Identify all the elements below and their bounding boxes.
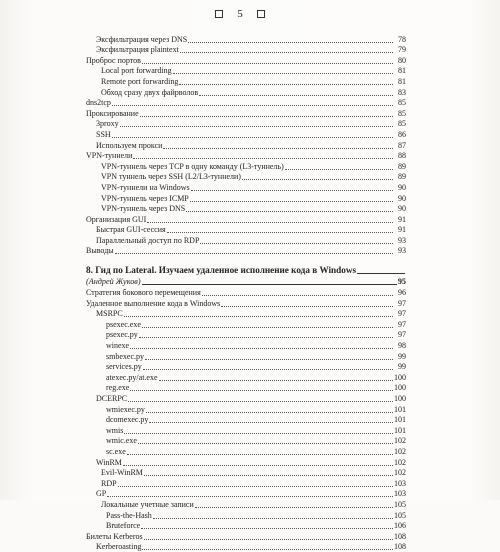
toc-leader-dots — [191, 190, 393, 191]
chapter-page-number: 95 — [397, 277, 406, 287]
toc-entry-title: psexec.exe — [106, 319, 141, 329]
toc-entry-page: 97 — [398, 309, 406, 319]
toc-entry[interactable] — [86, 34, 406, 45]
toc-entry-page: 91 — [398, 214, 406, 224]
toc-entry-page: 103 — [394, 489, 406, 499]
toc-entry-title: Pass-the-Hash — [106, 510, 152, 520]
toc-entry[interactable] — [86, 87, 406, 98]
toc-entry-page: 105 — [394, 499, 406, 509]
toc-entry-page: 97 — [398, 330, 406, 340]
toc-entry-title: Используем прокси — [96, 140, 163, 150]
toc-leader-dots — [112, 137, 393, 138]
toc-entry-page: 81 — [398, 66, 406, 76]
toc-leader-dots — [118, 486, 393, 487]
toc-entry[interactable] — [86, 340, 406, 351]
header-square-right-icon — [257, 10, 265, 18]
toc-entry-title: dcomexec.py — [106, 415, 149, 425]
toc-entry-page: 98 — [398, 341, 406, 351]
toc-entry-page: 88 — [398, 151, 406, 161]
toc-entry[interactable] — [86, 287, 406, 298]
toc-entry-page: 85 — [398, 119, 406, 129]
toc-entry[interactable] — [86, 457, 406, 468]
toc-leader-dots — [180, 52, 393, 53]
toc-entry[interactable] — [86, 489, 406, 500]
toc-entry-page: 93 — [398, 246, 406, 256]
toc-entry[interactable] — [86, 446, 406, 457]
toc-leader-dots — [130, 390, 393, 391]
toc-entry-page: 90 — [398, 204, 406, 214]
header-square-left-icon — [215, 10, 223, 18]
toc-entry[interactable] — [86, 66, 406, 77]
toc-entry-title: Удаленное выполнение кода в Windows — [86, 298, 221, 308]
toc-leader-dots — [159, 380, 393, 381]
toc-entry[interactable] — [86, 330, 406, 341]
toc-leader-dots — [163, 148, 393, 149]
toc-entry-title: wmic.exe — [106, 436, 137, 446]
toc-entry-page: 106 — [394, 521, 406, 531]
toc-entry-title: Обход сразу двух файрволов — [101, 87, 199, 97]
toc-entry-page: 103 — [394, 478, 406, 488]
toc-entry[interactable] — [86, 161, 406, 172]
toc-entry-title: Kerberoasting — [96, 542, 142, 552]
toc-entry-title: atexec.py/at.exe — [106, 372, 158, 382]
toc-entry-title: Локальные учетные записи — [101, 499, 194, 509]
toc-entry[interactable] — [86, 235, 406, 246]
toc-leader-dots — [144, 475, 393, 476]
section-gap — [86, 256, 406, 264]
toc-entry[interactable] — [86, 246, 406, 257]
toc-entry-title: wmiexec.py — [106, 404, 145, 414]
toc-entry[interactable] — [86, 225, 406, 236]
toc-entry-title: Remote port forwarding — [101, 76, 179, 86]
toc-entry[interactable] — [86, 468, 406, 479]
toc-leader-dots — [199, 95, 393, 96]
toc-entry-title: VPN-туннель через ICMP — [101, 193, 189, 203]
toc-leader-dots — [149, 422, 393, 423]
toc-entry-title: smbexec.py — [106, 351, 144, 361]
toc-entry[interactable] — [86, 298, 406, 309]
author-leader — [142, 284, 397, 285]
toc-entry-page: 97 — [398, 319, 406, 329]
toc-entry-page: 101 — [394, 425, 406, 435]
toc-entry[interactable] — [86, 383, 406, 394]
toc-entry-page: 101 — [394, 404, 406, 414]
toc-leader-dots — [139, 337, 393, 338]
toc-entry-title: services.py — [106, 362, 142, 372]
toc-entry-page: 89 — [398, 172, 406, 182]
toc-entry-title: dns2tcp — [86, 98, 111, 108]
toc-entry-page: 100 — [394, 383, 406, 393]
toc-entry[interactable] — [86, 55, 406, 66]
toc-leader-dots — [124, 316, 393, 317]
toc-entry-page: 79 — [398, 45, 406, 55]
toc-leader-dots — [138, 443, 393, 444]
toc-entry-title: Стратегия бокового перемещения — [86, 288, 201, 298]
toc-entry[interactable] — [86, 499, 406, 510]
toc-entry[interactable] — [86, 319, 406, 330]
toc-leader-dots — [123, 465, 393, 466]
toc-entry[interactable] — [86, 351, 406, 362]
toc-entry[interactable] — [86, 372, 406, 383]
toc-leader-dots — [242, 179, 393, 180]
toc-entry-title: VPN-туннели на Windows — [101, 182, 190, 192]
toc-entry-page: 80 — [398, 55, 406, 65]
toc-entry-title: Организация GUI — [86, 214, 147, 224]
toc-entry-page: 102 — [394, 457, 406, 467]
toc-entry-page: 105 — [394, 510, 406, 520]
toc-entry-title: RDP — [101, 478, 117, 488]
chapter-leader — [357, 273, 405, 274]
table-of-contents — [86, 34, 406, 552]
toc-entry[interactable] — [86, 362, 406, 373]
toc-entry-page: 83 — [398, 87, 406, 97]
toc-entry-page: 93 — [398, 235, 406, 245]
toc-leader-dots — [186, 211, 393, 212]
toc-entry-page: 108 — [394, 531, 406, 541]
toc-entry[interactable] — [86, 45, 406, 56]
toc-leader-dots — [112, 105, 393, 106]
toc-entry[interactable] — [86, 193, 406, 204]
toc-entry-page: 101 — [394, 415, 406, 425]
toc-leader-dots — [285, 169, 393, 170]
toc-entry-title: sc.exe — [106, 446, 126, 456]
toc-leader-dots — [107, 496, 393, 497]
chapter-title: 8. Гид по Lateral. Изучаем удаленное исполнение кода в Windows — [86, 265, 357, 276]
toc-leader-dots — [127, 454, 393, 455]
toc-entry-page: 91 — [398, 225, 406, 235]
toc-leader-dots — [153, 518, 393, 519]
toc-entry[interactable] — [86, 108, 406, 119]
toc-entry-title: Параллельный доступ по RDP — [96, 235, 200, 245]
toc-entry-title: Выводы — [86, 246, 114, 256]
toc-entry-title: SSH — [96, 129, 111, 139]
toc-entry[interactable] — [86, 140, 406, 151]
toc-leader-dots — [142, 63, 393, 64]
toc-section-top — [86, 34, 406, 256]
toc-entry-title: GP — [96, 489, 107, 499]
toc-entry-page: 85 — [398, 98, 406, 108]
toc-entry[interactable] — [86, 393, 406, 404]
toc-entry[interactable] — [86, 425, 406, 436]
toc-entry-page: 90 — [398, 193, 406, 203]
toc-entry-page: 85 — [398, 108, 406, 118]
toc-entry-page: 102 — [394, 468, 406, 478]
toc-entry[interactable] — [86, 214, 406, 225]
toc-entry[interactable] — [86, 510, 406, 521]
toc-entry[interactable] — [86, 436, 406, 447]
toc-entry-page: 96 — [398, 288, 406, 298]
toc-entry-title: Проброс портов — [86, 55, 141, 65]
toc-entry-title: Билеты Kerberos — [86, 531, 143, 541]
toc-entry-title: reg.exe — [106, 383, 130, 393]
toc-leader-dots — [188, 42, 393, 43]
toc-entry[interactable] — [86, 309, 406, 320]
toc-entry-title: DCERPC — [96, 394, 128, 403]
toc-leader-dots — [179, 84, 393, 85]
toc-entry-title: VPN-туннель через DNS — [101, 204, 186, 214]
toc-leader-dots — [115, 253, 393, 254]
toc-leader-dots — [120, 126, 393, 127]
toc-entry-page: 100 — [394, 394, 406, 403]
toc-entry[interactable] — [86, 172, 406, 183]
toc-entry[interactable] — [86, 531, 406, 542]
toc-leader-dots — [190, 201, 393, 202]
toc-entry-title: VPN туннель через SSH (L2/L3-туннели) — [101, 172, 241, 182]
toc-entry[interactable] — [86, 521, 406, 532]
toc-entry-title: Bruteforce — [106, 521, 141, 531]
toc-leader-dots — [202, 295, 393, 296]
toc-entry-title: VPN-туннели — [86, 151, 133, 161]
toc-entry-title: Быстрая GUI-сессия — [96, 225, 166, 235]
toc-entry-title: Проксирование — [86, 108, 139, 118]
toc-section-bottom — [86, 287, 406, 552]
toc-leader-dots — [142, 549, 393, 550]
toc-leader-dots — [200, 243, 393, 244]
toc-entry-title: 3proxy — [96, 119, 119, 129]
toc-entry-page: 100 — [394, 372, 406, 382]
toc-entry-title: Local port forwarding — [101, 66, 172, 76]
toc-entry-page: 102 — [394, 446, 406, 456]
toc-leader-dots — [173, 73, 393, 74]
toc-entry[interactable] — [86, 98, 406, 109]
toc-leader-dots — [142, 327, 393, 328]
toc-leader-dots — [144, 539, 393, 540]
toc-entry-title: MSRPC — [96, 309, 123, 319]
chapter-heading[interactable] — [86, 264, 406, 276]
toc-entry-page: 78 — [398, 34, 406, 44]
toc-leader-dots — [130, 348, 393, 349]
toc-entry[interactable] — [86, 204, 406, 215]
toc-entry-page: 89 — [398, 161, 406, 171]
chapter-author: (Андрей Жуков) — [86, 277, 141, 287]
toc-entry[interactable] — [86, 404, 406, 415]
toc-leader-dots — [221, 306, 393, 307]
toc-entry[interactable] — [86, 415, 406, 426]
toc-leader-dots — [167, 232, 393, 233]
toc-entry-page: 97 — [398, 298, 406, 308]
toc-entry-title: psexec.py — [106, 330, 138, 340]
toc-entry[interactable] — [86, 129, 406, 140]
toc-entry-page: 99 — [398, 351, 406, 361]
toc-entry-page: 108 — [394, 542, 406, 552]
page-number: 5 — [237, 8, 243, 20]
toc-leader-dots — [141, 528, 393, 529]
toc-entry-title: winexe — [106, 341, 130, 351]
toc-leader-dots — [145, 359, 393, 360]
toc-entry-title: Evil-WinRM — [101, 468, 143, 478]
toc-leader-dots — [140, 116, 393, 117]
toc-entry-title: wmis — [106, 425, 124, 435]
toc-entry[interactable] — [86, 542, 406, 552]
toc-leader-dots — [124, 433, 393, 434]
toc-entry[interactable] — [86, 76, 406, 87]
toc-entry[interactable] — [86, 119, 406, 130]
toc-entry-page: 81 — [398, 76, 406, 86]
toc-entry-page: 90 — [398, 182, 406, 192]
toc-leader-dots — [195, 507, 393, 508]
toc-leader-dots — [128, 401, 393, 402]
chapter-author-row — [86, 276, 406, 287]
toc-entry-title: Эксфильтрация через DNS — [96, 34, 188, 44]
toc-leader-dots — [146, 412, 393, 413]
toc-leader-dots — [143, 369, 393, 370]
toc-entry-page: 102 — [394, 436, 406, 446]
page-header — [180, 6, 300, 22]
toc-entry-title: WinRM — [96, 457, 122, 467]
toc-entry-page: 87 — [398, 140, 406, 150]
toc-entry-page: 86 — [398, 129, 406, 139]
toc-entry[interactable] — [86, 478, 406, 489]
toc-entry[interactable] — [86, 151, 406, 162]
toc-entry-title: VPN-туннель через TCP в одну команду (L3-туннель) — [101, 161, 284, 171]
toc-leader-dots — [147, 222, 393, 223]
toc-entry-page: 99 — [398, 362, 406, 372]
toc-entry-title: Эксфильтрация plaintext — [96, 45, 179, 55]
toc-entry[interactable] — [86, 182, 406, 193]
toc-leader-dots — [133, 158, 393, 159]
